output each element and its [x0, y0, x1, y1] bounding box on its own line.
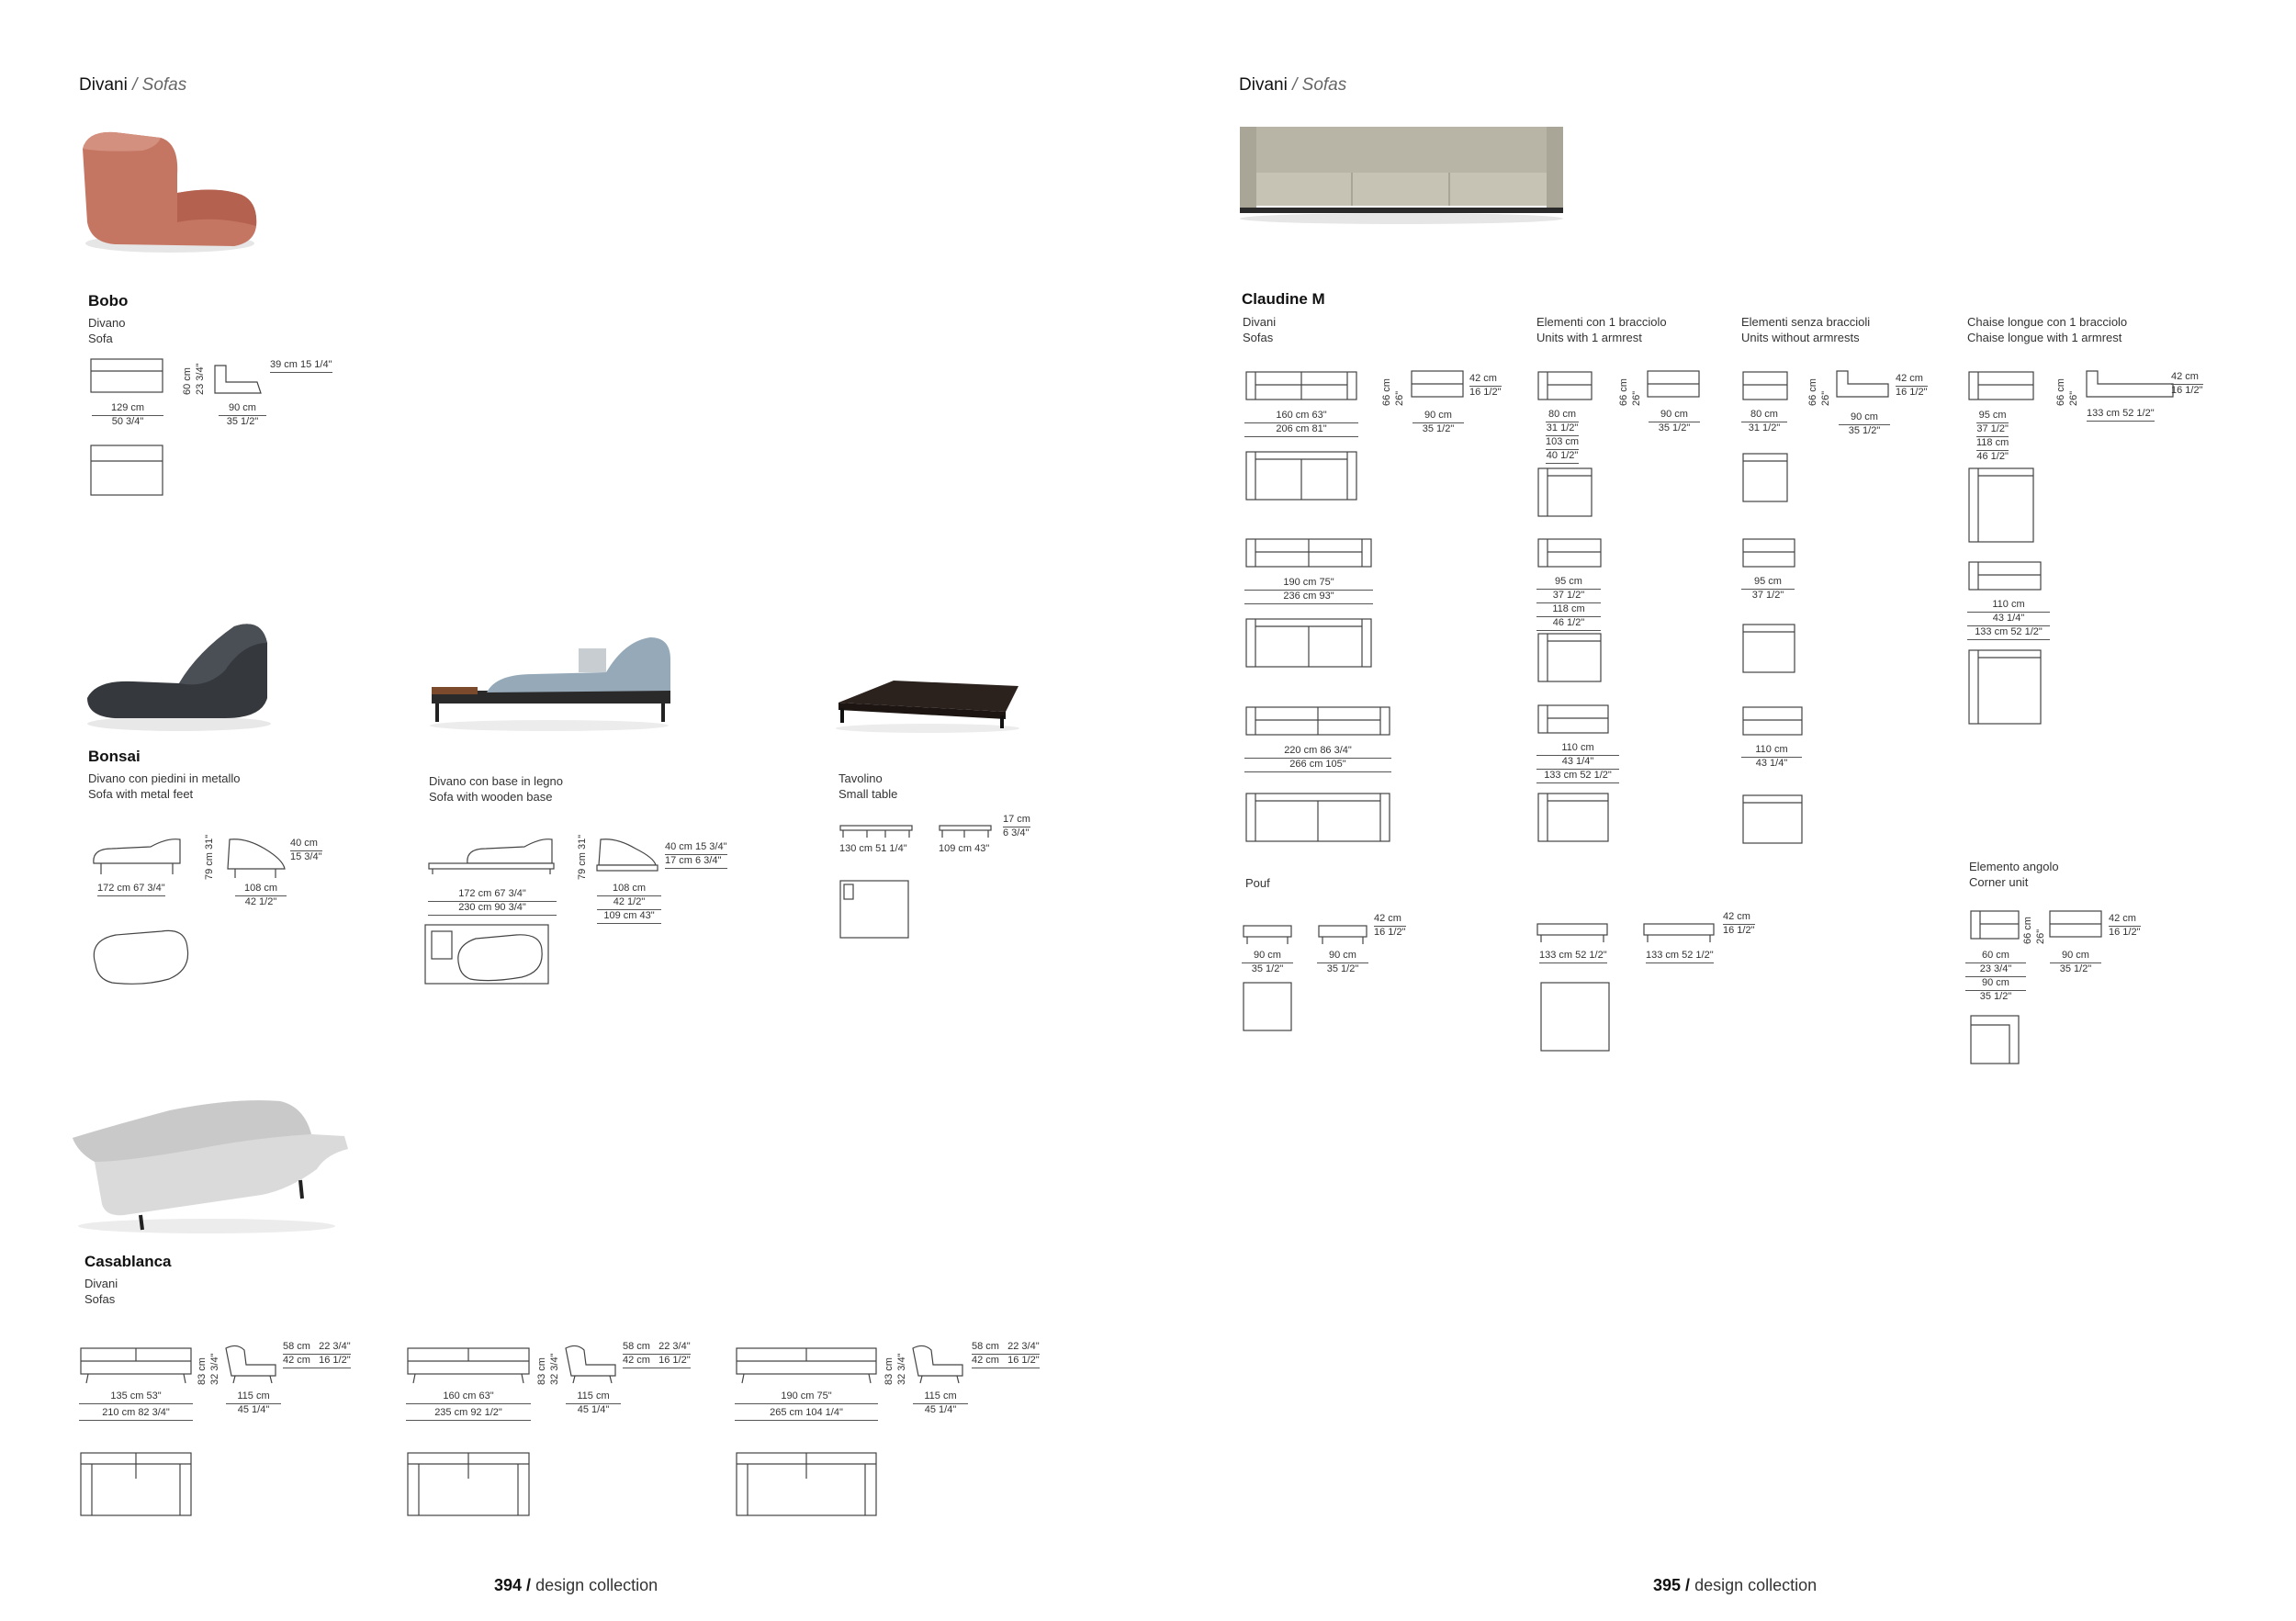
casablanca-sub-it: Divani	[84, 1277, 118, 1290]
casablanca-3-depth-in: 45 1/4"	[924, 1404, 957, 1415]
pouf-long-height-in: 16 1/2"	[1723, 925, 1755, 936]
chaise2-c: 133 cm 52 1/2"	[1967, 626, 2050, 640]
bonsai-metal-plan-drawing	[88, 928, 191, 986]
bonsai-metal-arm-in: 15 3/4"	[290, 851, 322, 862]
claudine-title: Claudine M	[1242, 290, 1325, 308]
claudine-arm-unit-2-front	[1536, 537, 1604, 574]
corner-depth-in: 35 1/2"	[2059, 963, 2092, 974]
claudine-col4-seat-in: 16 1/2"	[2171, 385, 2203, 396]
left-page-header	[79, 75, 186, 96]
claudine-col2-sub-it: Elementi con 1 bracciolo	[1536, 315, 1667, 329]
casablanca-2-depth	[566, 1390, 621, 1416]
claudine-arm-unit-3-plan	[1536, 792, 1612, 843]
pouf-2-cm: 90 cm	[1317, 950, 1368, 963]
casablanca-1-width-2: 210 cm 82 3/4"	[79, 1407, 193, 1421]
chaise2-a: 110 cm	[1967, 599, 2050, 613]
pouf-long-length: 133 cm 52 1/2"	[1539, 950, 1607, 963]
claudine-arm-unit-2-dims	[1536, 576, 1601, 631]
claudine-col1-subtitle	[1243, 314, 1276, 345]
casablanca-3-arm-2: 42 cm 16 1/2"	[972, 1355, 1040, 1368]
chaise1-c: 118 cm	[1976, 437, 2009, 451]
corner-depth-cm: 90 cm	[2050, 950, 2101, 963]
bonsai-wood-dims-right	[665, 841, 727, 869]
corner-w2-cm: 90 cm	[1965, 977, 2026, 991]
casablanca-2-width-2: 235 cm 92 1/2"	[406, 1407, 531, 1421]
arm3-a: 110 cm	[1536, 742, 1619, 756]
claudine-noarm-unit-3-plan	[1741, 794, 1804, 845]
bonsai-metal-sub-it: Divano con piedini in metallo	[88, 771, 241, 785]
bobo-dim-seat: 39 cm 15 1/4"	[270, 359, 332, 373]
corner-sub-en: Corner unit	[1969, 875, 2029, 889]
claudine-col1-depth	[1412, 410, 1464, 435]
claudine-chaise-side-drawing	[2085, 369, 2177, 402]
casablanca-3-front-drawing	[735, 1341, 878, 1387]
casablanca-1-arm-2: 42 cm 16 1/2"	[283, 1355, 351, 1368]
noarm1-b: 31 1/2"	[1748, 422, 1781, 433]
casablanca-1-height: 83 cm	[197, 1357, 208, 1385]
claudine-chaise-1-dims	[1976, 410, 2009, 463]
header-italic: / Sofas	[132, 75, 187, 95]
pouf-long-height	[1723, 911, 1755, 937]
chaise2-b: 43 1/4"	[1967, 613, 2050, 626]
claudine-arm-unit-1-plan	[1536, 467, 1593, 518]
pouf-1-front	[1242, 924, 1293, 946]
casablanca-2-depth-cm: 115 cm	[566, 1390, 621, 1404]
corner-seat-in: 16 1/2"	[2109, 927, 2141, 938]
bonsai-metal-subtitle	[88, 771, 240, 802]
corner-plan-drawing	[1969, 1014, 2020, 1065]
bonsai-wood-length	[428, 888, 557, 916]
bobo-front-drawing	[90, 358, 163, 395]
claudine-chaise-2-dims	[1967, 599, 2050, 640]
pouf-1-cm: 90 cm	[1242, 950, 1293, 963]
casablanca-3-width-2: 265 cm 104 1/4"	[735, 1407, 878, 1421]
corner-sub-it: Elemento angolo	[1969, 860, 2059, 873]
claudine-col4-sub-it: Chaise longue con 1 bracciolo	[1967, 315, 2128, 329]
pouf-label: Pouf	[1245, 876, 1270, 890]
bonsai-metal-front-drawing	[90, 832, 184, 878]
claudine-noarm-unit-3-front	[1741, 705, 1804, 742]
corner-seat-cm: 42 cm	[2109, 913, 2141, 927]
casablanca-variant-2	[406, 1341, 727, 1525]
claudine-col3-height-in: 26"	[1820, 390, 1831, 406]
casablanca-sub-en: Sofas	[84, 1292, 116, 1306]
table-plan-drawing	[839, 880, 909, 940]
bonsai-wood-side-drawing	[595, 836, 661, 878]
bonsai-wood-height: 79 cm 31"	[577, 834, 588, 880]
bonsai-wood-depth-2: 109 cm 43"	[597, 910, 661, 924]
claudine-sofa-1-size-b: 206 cm 81"	[1244, 423, 1358, 437]
noarm3-a: 110 cm	[1741, 744, 1802, 758]
bonsai-wood-sub-en: Sofa with wooden base	[429, 790, 553, 804]
corner-widths	[1965, 950, 2026, 1003]
bobo-len-in: 50 3/4"	[111, 416, 144, 427]
claudine-col3-depth	[1839, 411, 1890, 437]
claudine-col3-side-drawing	[1835, 369, 1890, 402]
casablanca-2-widths	[406, 1390, 531, 1421]
casablanca-3-widths	[735, 1390, 878, 1421]
bobo-subtitle	[88, 315, 125, 346]
small-table-image	[831, 675, 1024, 735]
claudine-sofa-2-size-a: 190 cm 75"	[1244, 577, 1373, 591]
claudine-side-drawing	[1410, 369, 1465, 402]
corner-w1-in: 23 3/4"	[1965, 963, 2026, 977]
pouf-height	[1374, 913, 1406, 939]
corner-height-in: 26"	[2035, 929, 2046, 944]
claudine-col1-seat-cm: 42 cm	[1469, 373, 1502, 387]
casablanca-product-image	[69, 1098, 354, 1235]
corner-front-drawing	[1969, 909, 2020, 946]
claudine-chaise-1-plan	[1967, 467, 2037, 544]
bonsai-metal-length: 172 cm 67 3/4"	[97, 883, 165, 896]
arm3-b: 43 1/4"	[1536, 756, 1619, 770]
claudine-col1-sub-en: Sofas	[1243, 331, 1274, 344]
header-bold-right: Divani	[1239, 75, 1288, 95]
bonsai-wood-depth-cm: 108 cm	[597, 883, 661, 896]
arm1-a: 80 cm	[1546, 409, 1579, 422]
claudine-col1-depth-cm: 90 cm	[1412, 410, 1464, 423]
claudine-col4-sub-en: Chaise longue with 1 armrest	[1967, 331, 2122, 344]
footer-left	[494, 1576, 658, 1595]
bobo-dim-height: 60 cm	[182, 367, 193, 395]
claudine-col2-depth-in: 35 1/2"	[1658, 422, 1691, 433]
header-bold: Divani	[79, 75, 128, 95]
casablanca-1-depth-cm: 115 cm	[226, 1390, 281, 1404]
bonsai-metal-depth	[235, 883, 287, 908]
claudine-col3-depth-cm: 90 cm	[1839, 411, 1890, 425]
casablanca-2-width-1: 160 cm 63"	[406, 1390, 531, 1404]
claudine-noarm-unit-1-plan	[1741, 452, 1789, 503]
casablanca-subtitle	[84, 1276, 118, 1307]
claudine-col3-seat	[1896, 373, 1928, 399]
casablanca-3-arm-1: 58 cm 22 3/4"	[972, 1341, 1040, 1355]
claudine-chaise-1-front	[1967, 370, 2037, 407]
pouf-height-in: 16 1/2"	[1374, 927, 1406, 938]
claudine-sofa-2-sizes	[1244, 577, 1373, 604]
claudine-col4-seat-cm: 42 cm	[2171, 371, 2203, 385]
bobo-title: Bobo	[88, 292, 129, 310]
corner-height: 66 cm	[2022, 917, 2033, 944]
claudine-col1-sub-it: Divani	[1243, 315, 1277, 329]
corner-seat	[2109, 913, 2141, 939]
pouf-2-in: 35 1/2"	[1326, 963, 1359, 974]
casablanca-2-side-drawing	[564, 1343, 619, 1385]
bonsai-wood-len-2: 230 cm 90 3/4"	[428, 902, 557, 916]
noarm1-a: 80 cm	[1741, 409, 1787, 422]
bobo-product-image	[78, 119, 262, 257]
table-subtitle	[838, 771, 897, 802]
bonsai-wood-subtitle	[429, 773, 563, 805]
bonsai-metal-image	[78, 615, 276, 735]
chaise1-b: 37 1/2"	[1976, 423, 2009, 437]
right-page-header	[1239, 75, 1346, 96]
bonsai-wood-depth	[597, 883, 661, 924]
bonsai-wood-arm: 40 cm 15 3/4"	[665, 841, 727, 855]
claudine-sofa-1-size-a: 160 cm 63"	[1244, 410, 1358, 423]
arm1-d: 40 1/2"	[1546, 450, 1579, 464]
bonsai-wood-depth-in: 42 1/2"	[597, 896, 661, 910]
claudine-sofa-1-plan-drawing	[1244, 450, 1358, 501]
corner-subtitle	[1969, 859, 2059, 890]
casablanca-1-height-in: 32 3/4"	[209, 1353, 220, 1385]
claudine-col2-sub-en: Units with 1 armrest	[1536, 331, 1642, 344]
footer-right	[1653, 1576, 1817, 1595]
casablanca-2-arms	[623, 1341, 691, 1368]
pouf-long-side	[1642, 922, 1716, 944]
arm2-a: 95 cm	[1536, 576, 1601, 590]
bonsai-wood-seat: 17 cm 6 3/4"	[665, 855, 727, 869]
casablanca-2-plan-drawing	[406, 1451, 531, 1519]
corner-side-drawing	[2048, 909, 2103, 942]
casablanca-1-front-drawing	[79, 1341, 193, 1387]
footer-right-text: design collection	[1694, 1576, 1818, 1594]
casablanca-1-side-drawing	[224, 1343, 279, 1385]
arm3-c: 133 cm 52 1/2"	[1536, 770, 1619, 783]
bobo-plan-drawing	[90, 445, 165, 498]
casablanca-3-plan-drawing	[735, 1451, 878, 1519]
bobo-len-cm: 129 cm	[92, 402, 163, 416]
pouf-long-front	[1536, 922, 1609, 944]
claudine-col2-depth	[1649, 409, 1700, 434]
footer-left-text: design collection	[535, 1576, 658, 1594]
claudine-arm-unit-2-plan	[1536, 632, 1604, 683]
bonsai-metal-height: 79 cm 31"	[204, 834, 215, 880]
casablanca-3-depth-cm: 115 cm	[913, 1390, 968, 1404]
claudine-sofa-3-sizes	[1244, 745, 1391, 772]
casablanca-3-width-1: 190 cm 75"	[735, 1390, 878, 1404]
claudine-col1-height: 66 cm	[1381, 378, 1392, 406]
noarm3-b: 43 1/4"	[1755, 758, 1788, 769]
claudine-sofa-3-plan-drawing	[1244, 792, 1391, 843]
casablanca-title: Casablanca	[84, 1253, 172, 1270]
pouf-long-length-2: 133 cm 52 1/2"	[1646, 950, 1714, 963]
corner-depth	[2050, 950, 2101, 975]
casablanca-variant-3	[735, 1341, 1084, 1525]
bonsai-wood-len-1: 172 cm 67 3/4"	[428, 888, 557, 902]
chaise1-d: 46 1/2"	[1976, 451, 2009, 462]
bobo-side-drawing	[213, 364, 268, 395]
claudine-col3-seat-in: 16 1/2"	[1896, 387, 1928, 398]
casablanca-3-height-in: 32 3/4"	[896, 1353, 907, 1385]
claudine-noarm-unit-3-dims	[1741, 744, 1802, 770]
arm2-b: 37 1/2"	[1536, 590, 1601, 603]
casablanca-1-depth-in: 45 1/4"	[237, 1404, 270, 1415]
claudine-chaise-2-plan	[1967, 648, 2044, 726]
claudine-noarm-unit-1-dims	[1741, 409, 1787, 434]
bonsai-wood-sub-it: Divano con base in legno	[429, 774, 563, 788]
page-number-left: 394 /	[494, 1576, 532, 1594]
casablanca-1-depth	[226, 1390, 281, 1416]
bobo-depth-in: 35 1/2"	[226, 416, 259, 427]
page-number-right: 395 /	[1653, 1576, 1691, 1594]
claudine-noarm-unit-2-plan	[1741, 623, 1796, 674]
claudine-sofa-3-size-a: 220 cm 86 3/4"	[1244, 745, 1391, 759]
bonsai-wood-front-drawing	[427, 836, 556, 878]
arm2-c: 118 cm	[1536, 603, 1601, 617]
claudine-noarm-unit-2-front	[1741, 537, 1796, 574]
claudine-arm-unit-1-front	[1536, 370, 1595, 407]
claudine-col3-sub-en: Units without armrests	[1741, 331, 1860, 344]
claudine-sofa-2-size-b: 236 cm 93"	[1244, 591, 1373, 604]
claudine-col1-depth-in: 35 1/2"	[1422, 423, 1455, 434]
casablanca-1-plan-drawing	[79, 1451, 193, 1519]
pouf-height-cm: 42 cm	[1374, 913, 1406, 927]
noarm2-b: 37 1/2"	[1751, 590, 1784, 601]
table-height-cm: 17 cm	[1003, 814, 1030, 827]
claudine-sofa-3-size-b: 266 cm 105"	[1244, 759, 1391, 772]
claudine-noarm-unit-2-dims	[1741, 576, 1795, 602]
bonsai-metal-sub-en: Sofa with metal feet	[88, 787, 194, 801]
pouf-1-plan	[1242, 981, 1293, 1032]
claudine-col3-subtitle	[1741, 314, 1870, 345]
table-height-in: 6 3/4"	[1003, 827, 1030, 839]
corner-w1-cm: 60 cm	[1965, 950, 2026, 963]
bobo-dim-depth	[219, 402, 266, 428]
casablanca-1-width-1: 135 cm 53"	[79, 1390, 193, 1404]
pouf-long-height-cm: 42 cm	[1723, 911, 1755, 925]
casablanca-2-height-in: 32 3/4"	[549, 1353, 560, 1385]
claudine-col3-depth-in: 35 1/2"	[1848, 425, 1881, 436]
header-italic-right: / Sofas	[1292, 75, 1347, 95]
bonsai-title: Bonsai	[88, 748, 141, 765]
claudine-sofa-1-sizes	[1244, 410, 1358, 437]
casablanca-3-height: 83 cm	[884, 1357, 895, 1385]
claudine-col4-height: 66 cm	[2055, 378, 2066, 406]
table-height	[1003, 814, 1030, 839]
claudine-col3-sub-it: Elementi senza braccioli	[1741, 315, 1871, 329]
pouf-1-dim	[1242, 950, 1293, 975]
claudine-arm-unit-1-dims	[1546, 409, 1579, 464]
casablanca-1-arms	[283, 1341, 351, 1368]
claudine-col1-seat-in: 16 1/2"	[1469, 387, 1502, 398]
claudine-product-image	[1236, 121, 1567, 227]
pouf-1-side	[1317, 924, 1368, 946]
claudine-arm-unit-3-dims	[1536, 742, 1619, 783]
claudine-noarm-unit-1-front	[1741, 370, 1789, 407]
claudine-col2-subtitle	[1536, 314, 1667, 345]
claudine-sofa-2-front-drawing	[1244, 537, 1373, 574]
claudine-sofa-1-front-drawing	[1244, 370, 1358, 407]
table-depth: 109 cm 43"	[939, 843, 990, 854]
casablanca-2-height: 83 cm	[536, 1357, 547, 1385]
arm2-d: 46 1/2"	[1536, 617, 1601, 631]
bonsai-metal-arm	[290, 838, 322, 863]
bobo-depth-cm: 90 cm	[219, 402, 266, 416]
casablanca-2-depth-in: 45 1/4"	[577, 1404, 610, 1415]
claudine-col4-subtitle	[1967, 314, 2127, 345]
claudine-col2-side-drawing	[1646, 369, 1701, 402]
casablanca-3-arms	[972, 1341, 1040, 1368]
table-side-drawing	[939, 825, 994, 839]
claudine-chaise-2-front	[1967, 560, 2044, 597]
bonsai-wood-image	[422, 634, 675, 735]
claudine-col2-height-in: 26"	[1631, 390, 1642, 406]
bobo-sub-it: Divano	[88, 316, 126, 330]
table-sub-it: Tavolino	[838, 771, 883, 785]
claudine-sofa-2-plan-drawing	[1244, 617, 1373, 669]
bonsai-metal-depth-cm: 108 cm	[235, 883, 287, 896]
claudine-col2-depth-cm: 90 cm	[1649, 409, 1700, 422]
table-front-drawing	[839, 825, 915, 839]
claudine-sofa-3-front-drawing	[1244, 705, 1391, 742]
claudine-col1-seat	[1469, 373, 1502, 399]
table-length: 130 cm 51 1/4"	[839, 843, 907, 854]
bobo-dim-length	[92, 402, 163, 428]
bobo-sub-en: Sofa	[88, 332, 113, 345]
casablanca-2-arm-2: 42 cm 16 1/2"	[623, 1355, 691, 1368]
casablanca-2-arm-1: 58 cm 22 3/4"	[623, 1341, 691, 1355]
casablanca-variant-1	[79, 1341, 382, 1525]
casablanca-3-depth	[913, 1390, 968, 1416]
claudine-col3-height: 66 cm	[1807, 378, 1818, 406]
bonsai-metal-depth-in: 42 1/2"	[244, 896, 277, 907]
pouf-long-plan	[1539, 981, 1611, 1053]
pouf-2-dim	[1317, 950, 1368, 975]
bonsai-metal-arm-cm: 40 cm	[290, 838, 322, 851]
pouf-1-in: 35 1/2"	[1251, 963, 1284, 974]
claudine-col2-height: 66 cm	[1618, 378, 1629, 406]
noarm2-a: 95 cm	[1741, 576, 1795, 590]
claudine-col4-depth: 133 cm 52 1/2"	[2087, 408, 2155, 422]
claudine-arm-unit-3-front	[1536, 704, 1612, 740]
table-sub-en: Small table	[838, 787, 898, 801]
corner-w2-in: 35 1/2"	[1979, 991, 2012, 1002]
chaise1-a: 95 cm	[1976, 410, 2009, 423]
arm1-b: 31 1/2"	[1546, 422, 1579, 436]
casablanca-3-side-drawing	[911, 1343, 966, 1385]
bonsai-metal-side-drawing	[224, 836, 290, 880]
claudine-col1-height-in: 26"	[1394, 390, 1405, 406]
arm1-c: 103 cm	[1546, 436, 1579, 450]
casablanca-1-arm-1: 58 cm 22 3/4"	[283, 1341, 351, 1355]
bobo-dim-height-in: 23 3/4"	[195, 363, 206, 395]
casablanca-2-front-drawing	[406, 1341, 531, 1387]
claudine-col4-height-in: 26"	[2068, 390, 2079, 406]
claudine-col3-seat-cm: 42 cm	[1896, 373, 1928, 387]
bonsai-wood-plan-drawing	[424, 924, 549, 985]
claudine-col4-seat	[2171, 371, 2203, 397]
casablanca-1-widths	[79, 1390, 193, 1421]
